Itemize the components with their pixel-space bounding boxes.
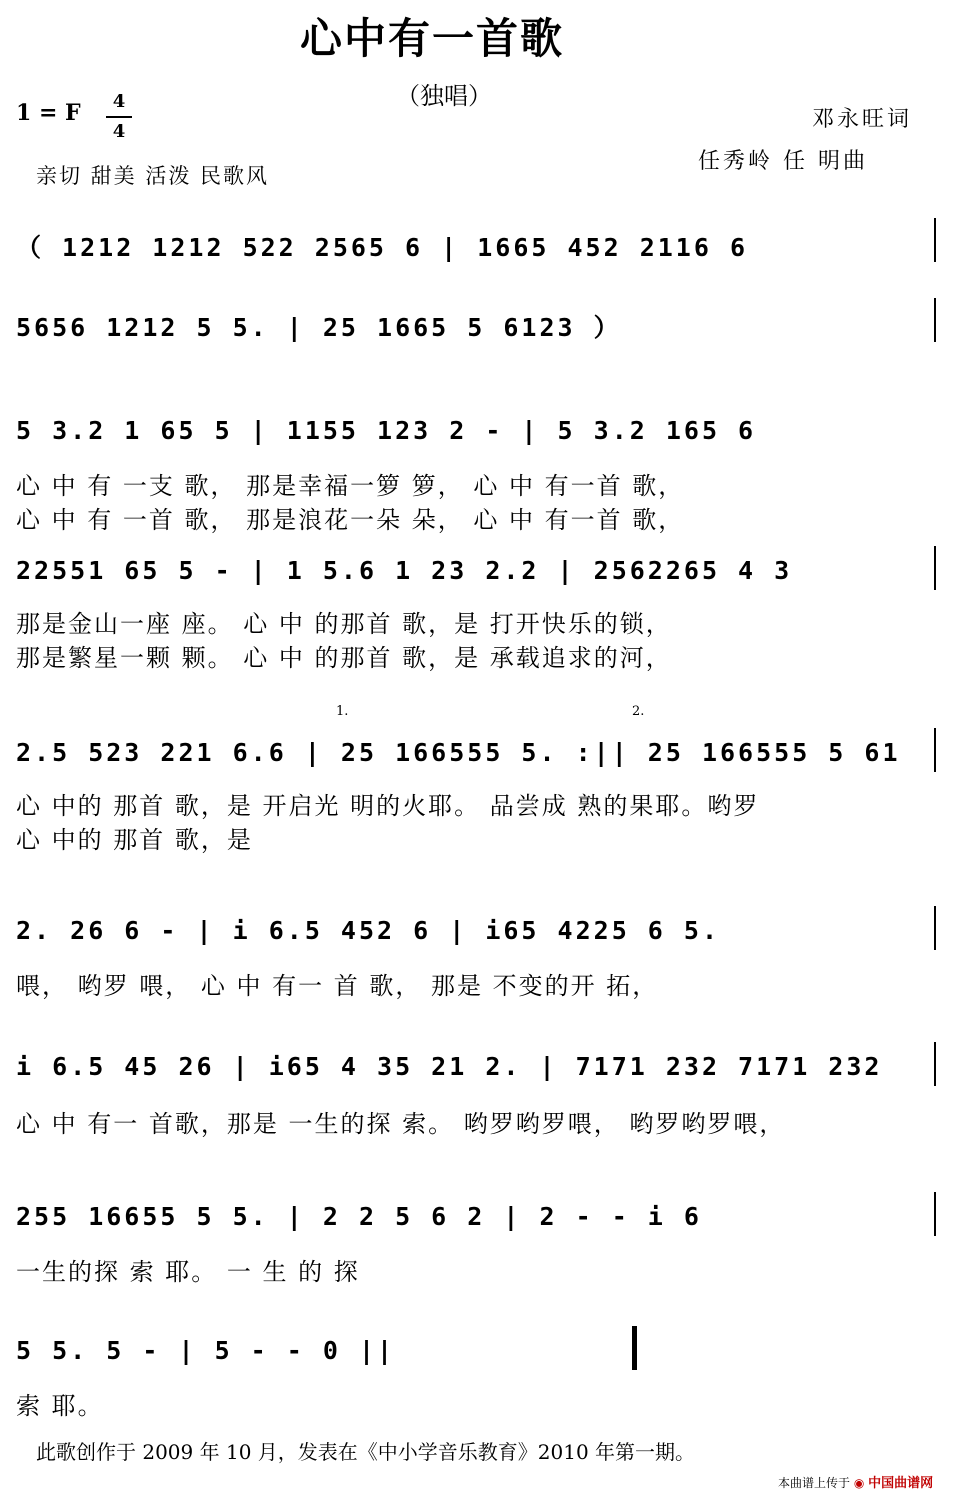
lyric-row-7: 心 中 有一 首歌，那是 一生的探 索。 哟罗哟罗喂， 哟罗哟罗喂， [16, 1110, 786, 1138]
score-row-4: 22551 65 5 - | 1 5.6 1 23 2.2 | 2562265 4 3 [16, 556, 793, 585]
time-signature-bar [106, 116, 132, 118]
composition-note: 此歌创作于 2009 年 10 月，发表在《中小学音乐教育》2010 年第一期。 [36, 1440, 696, 1464]
composer-credit: 任秀岭 任 明曲 [698, 149, 868, 174]
barline [934, 298, 936, 342]
lyric-row-4-verse-1: 那是金山一座 座。 心 中 的那首 歌，是 打开快乐的锁， [16, 610, 672, 638]
score-row-8: 255 16655 5 5. | 2 2 5 6 2 | 2 - - i 6 [16, 1202, 702, 1231]
upload-credit [778, 1472, 933, 1491]
time-signature-bottom: 4 [112, 121, 126, 142]
song-title: 心中有一首歌 [300, 14, 565, 63]
score-row-7: i 6.5 45 26 | i65 4 35 21 2. | 7171 232 7171 232 [16, 1052, 883, 1081]
barline [934, 1192, 936, 1236]
barline [934, 1042, 936, 1086]
barline [934, 728, 936, 772]
barline [934, 906, 936, 950]
upload-credit-text: 本曲谱上传于 [778, 1476, 851, 1490]
site-logo-icon: ◉ [853, 1476, 865, 1490]
score-row-1: （ 1212 1212 522 2565 6 | 1665 452 2116 6 [16, 233, 748, 262]
volta-1: 1. [336, 704, 349, 719]
lyric-row-8: 一生的探 索 耶。 一 生 的 探 [16, 1258, 360, 1286]
lyric-row-3-verse-1: 心 中 有 一支 歌， 那是幸福一箩 箩， 心 中 有一首 歌， [16, 472, 685, 500]
lyricist-credit: 邓永旺词 [812, 107, 913, 132]
score-row-9: 5 5. 5 - | 5 - - 0 || [16, 1336, 396, 1365]
barline [934, 546, 936, 590]
site-name: 中国曲谱网 [868, 1476, 934, 1491]
barline [934, 218, 936, 262]
score-row-3: 5 3.2 1 65 5 | 1155 123 2 - | 5 3.2 165 6 [16, 416, 757, 445]
volta-2: 2. [632, 704, 645, 719]
score-row-6: 2. 26 6 - | i 6.5 452 6 | i65 4225 6 5. [16, 916, 720, 945]
score-row-5: 2.5 523 221 6.6 | 25 166555 5. :|| 25 166555 5 61 [16, 738, 901, 767]
time-signature-top: 4 [112, 91, 126, 112]
final-barline [632, 1326, 637, 1370]
key-signature: 1 = F [16, 100, 81, 126]
lyric-row-3-verse-2: 心 中 有 一首 歌， 那是浪花一朵 朵， 心 中 有一首 歌， [16, 506, 685, 534]
lyric-row-6: 喂， 哟罗 喂， 心 中 有一 首 歌， 那是 不变的开 拓， [16, 972, 659, 1000]
lyric-row-5-verse-1: 心 中的 那首 歌，是 开启光 明的火耶。 品尝成 熟的果耶。哟罗 [16, 792, 760, 820]
lyric-row-4-verse-2: 那是繁星一颗 颗。 心 中 的那首 歌，是 承载追求的河， [16, 644, 672, 672]
time-signature [104, 88, 134, 146]
score-row-2: 5656 1212 5 5. | 25 1665 5 6123 ） [16, 313, 622, 342]
tempo-marking: 亲切 甜美 活泼 民歌风 [36, 164, 270, 188]
song-subtitle: （独唱） [396, 82, 492, 110]
lyric-row-9: 索 耶。 [16, 1392, 104, 1420]
lyric-row-5-verse-2: 心 中的 那首 歌，是 [16, 826, 253, 854]
